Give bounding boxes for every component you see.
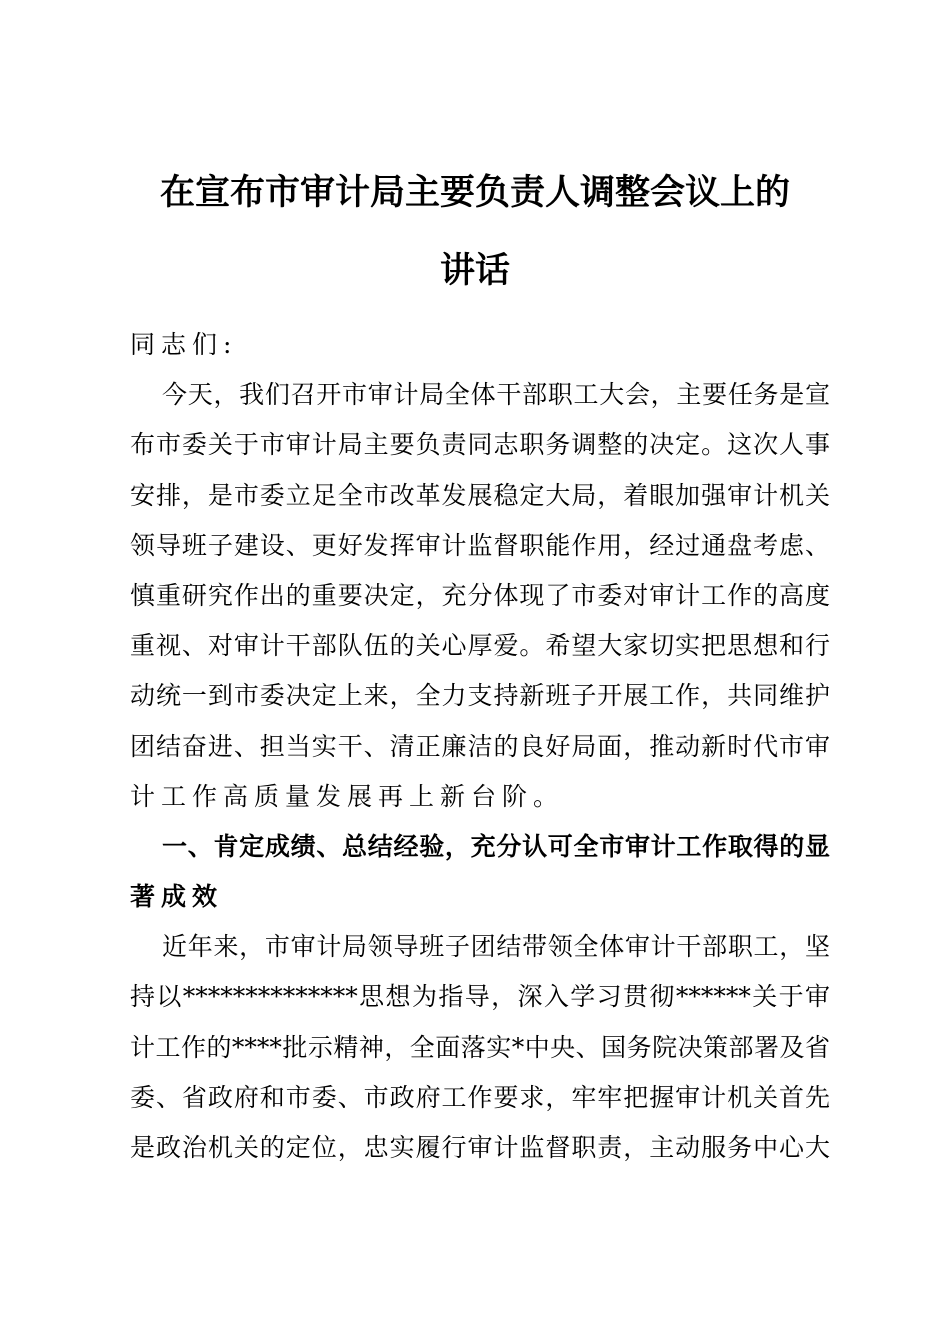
paragraph-1-line: 动统一到市委决定上来，全力支持新班子开展工作，共同维护 xyxy=(130,681,830,711)
paragraph-1-line: 安排，是市委立足全市改革发展稳定大局，着眼加强审计机关 xyxy=(130,480,830,510)
paragraph-1-line: 慎重研究作出的重要决定，充分体现了市委对审计工作的高度 xyxy=(130,580,830,610)
paragraph-1-line: 团结奋进、担当实干、清正廉洁的良好局面，推动新时代市审 xyxy=(130,731,830,761)
section-heading-1: 一、肯定成绩、总结经验，充分认可全市审计工作取得的显 xyxy=(162,831,830,861)
document-body xyxy=(130,320,830,1173)
section-heading-1: 著成效 xyxy=(130,882,224,912)
document-title-line-2: 讲话 xyxy=(439,251,510,291)
paragraph-1-line: 今天，我们召开市审计局全体干部职工大会，主要任务是宣 xyxy=(162,380,830,410)
paragraph-2-line: 计工作的****批示精神，全面落实*中央、国务院决策部署及省 xyxy=(130,1032,830,1062)
paragraph-1-line: 重视、对审计干部队伍的关心厚爱。希望大家切实把思想和行 xyxy=(130,631,830,661)
paragraph-2-line: 委、省政府和市委、市政府工作要求，牢牢把握审计机关首先 xyxy=(130,1082,830,1112)
paragraph-1-line: 计工作高质量发展再上新台阶。 xyxy=(130,781,565,811)
document-title-line-1: 在宣布市审计局主要负责人调整会议上的 xyxy=(159,173,790,213)
paragraph-2-line: 持以**************思想为指导，深入学习贯彻******关于审 xyxy=(130,982,830,1012)
paragraph-1-line: 布市委关于市审计局主要负责同志职务调整的决定。这次人事 xyxy=(130,430,830,460)
paragraph-2-line: 是政治机关的定位，忠实履行审计监督职责，主动服务中心大 xyxy=(130,1133,830,1162)
salutation: 同志们: xyxy=(130,330,238,359)
paragraph-1-line: 领导班子建设、更好发挥审计监督职能作用，经过通盘考虑、 xyxy=(130,530,830,560)
paragraph-2-line: 近年来，市审计局领导班子团结带领全体审计干部职工，坚 xyxy=(162,932,830,962)
